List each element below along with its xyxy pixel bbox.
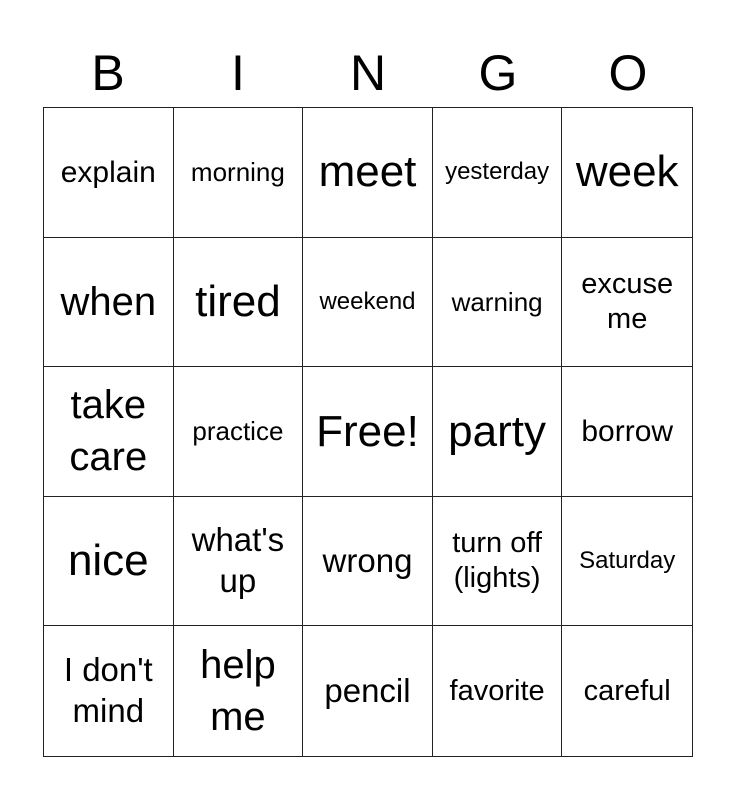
bingo-cell-r2c2[interactable]: tired [174,238,304,368]
bingo-cell-r4c3[interactable]: wrong [303,497,433,627]
bingo-cell-r5c2[interactable]: help me [174,626,304,756]
bingo-cell-r1c1[interactable]: explain [44,108,174,238]
bingo-cell-r1c5[interactable]: week [562,108,692,238]
bingo-cell-r2c4[interactable]: warning [433,238,563,368]
bingo-cell-r3c1[interactable]: take care [44,367,174,497]
bingo-cell-r3c5[interactable]: borrow [562,367,692,497]
header-letter-i: I [231,45,245,101]
bingo-cell-r5c5[interactable]: careful [583,674,671,707]
bingo-cell-r4c5[interactable]: Saturday [562,497,692,627]
bingo-cell-r5c1[interactable]: I don't mind [44,626,174,756]
bingo-cell-r3c4[interactable]: party [433,367,563,497]
header-letter-b: B [91,45,125,101]
bingo-cell-r1c3[interactable]: meet [303,108,433,238]
bingo-header [43,42,693,104]
bingo-cell-r4c4[interactable]: turn off (lights) [433,497,563,627]
bingo-cell-r5c4[interactable]: favorite [433,626,563,756]
bingo-cell-r1c4[interactable]: yesterday [433,108,563,238]
bingo-cell-r3c2[interactable]: practice [174,367,304,497]
bingo-cell-r3c3-free[interactable]: Free! [303,367,433,497]
bingo-cell-r1c2[interactable]: morning [174,108,304,238]
bingo-cell-r4c1[interactable]: nice [44,497,174,627]
header-letter-g: G [478,45,518,101]
bingo-cell-r5c3[interactable]: pencil [303,626,433,756]
header-letter-n: N [349,45,387,101]
bingo-board [43,107,693,757]
bingo-cell-r2c1[interactable]: when [44,238,174,368]
bingo-cell-r2c3[interactable]: weekend [303,238,433,368]
header-letter-o: O [608,45,648,101]
bingo-cell-r2c5[interactable]: excuse me [562,238,692,368]
bingo-cell-r4c2[interactable]: what's up [174,497,304,627]
